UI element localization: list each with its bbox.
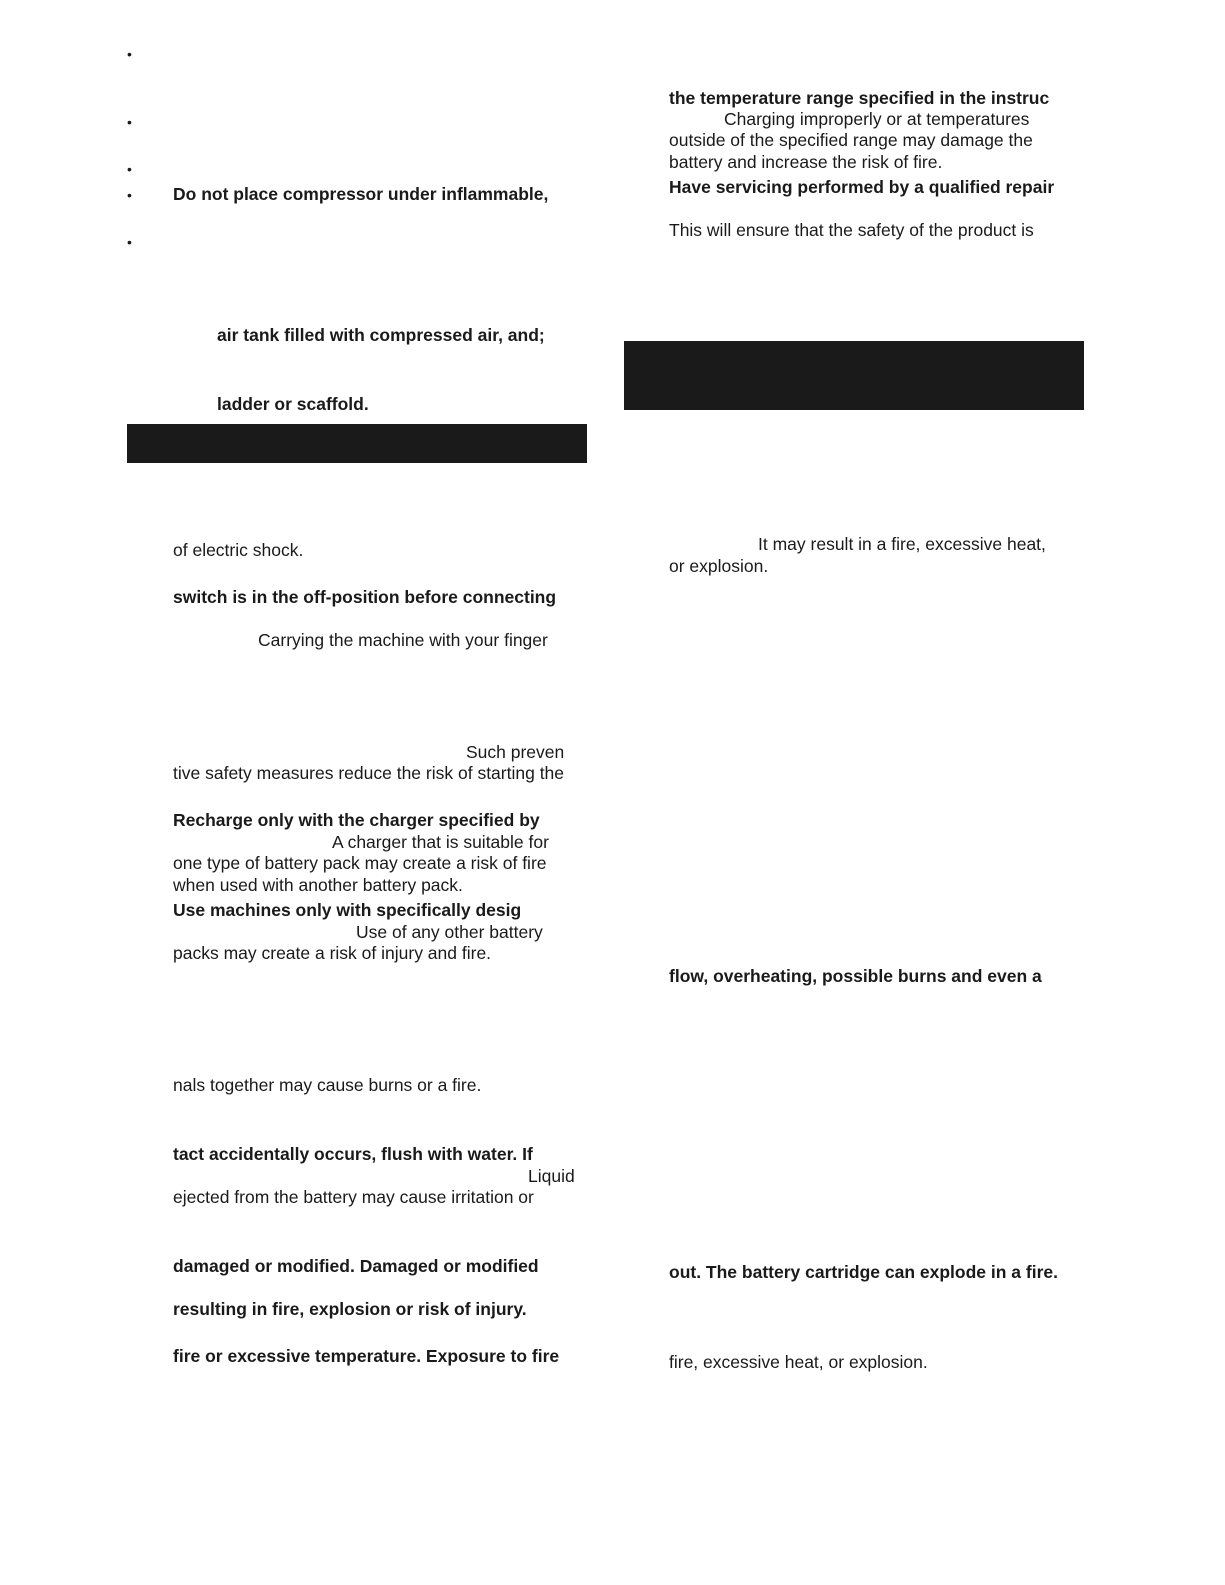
right-line: Have servicing performed by a qualified repair [669, 177, 1055, 197]
bullet-1: • [127, 46, 132, 62]
left-line: ejected from the battery may cause irritation or [173, 1187, 534, 1207]
section-header-bar-right [624, 341, 1084, 410]
right-line: out. The battery cartridge can explode in a fire. [669, 1262, 1058, 1282]
left-line: fire or excessive temperature. Exposure to fire [173, 1346, 560, 1366]
bullet-5: • [127, 234, 132, 250]
left-line: air tank filled with compressed air, and; [217, 325, 545, 345]
left-line: Recharge only with the charger specified by [173, 810, 540, 830]
left-line: Do not place compressor under inflammable, [173, 184, 549, 204]
bullet-3: • [127, 161, 132, 177]
left-line: when used with another battery pack. [173, 875, 463, 895]
right-line: fire, excessive heat, or explosion. [669, 1352, 928, 1372]
left-line: switch is in the off-position before connecting [173, 587, 557, 607]
bullet-4: • [127, 187, 132, 203]
left-line: one type of battery pack may create a risk of fire [173, 853, 547, 873]
left-line: damaged or modified. Damaged or modified [173, 1256, 539, 1276]
left-line: Use machines only with specifically desig [173, 900, 522, 920]
right-line: the temperature range specified in the instruc [669, 88, 1050, 108]
left-line: of electric shock. [173, 540, 304, 560]
right-line: Charging improperly or at temperatures [724, 109, 1030, 129]
left-line: A charger that is suitable for [332, 832, 549, 852]
left-line: tact accidentally occurs, flush with water. If [173, 1144, 533, 1164]
right-line: battery and increase the risk of fire. [669, 152, 943, 172]
left-line: Use of any other battery [356, 922, 543, 942]
section-header-bar-left [127, 424, 587, 463]
right-line: This will ensure that the safety of the product is [669, 220, 1034, 240]
left-line: Such preven [466, 742, 565, 762]
right-line: It may result in a fire, excessive heat, [758, 534, 1046, 554]
left-line: tive safety measures reduce the risk of starting the [173, 763, 565, 783]
right-line: or explosion. [669, 556, 769, 576]
right-line: outside of the specified range may damage the [669, 130, 1033, 150]
left-line: nals together may cause burns or a fire. [173, 1075, 482, 1095]
left-line: resulting in fire, explosion or risk of injury. [173, 1299, 527, 1319]
left-line: Carrying the machine with your finger [258, 630, 548, 650]
bullet-2: • [127, 114, 132, 130]
left-line: Liquid [528, 1166, 575, 1186]
right-line: flow, overheating, possible burns and even a [669, 966, 1042, 986]
left-line: ladder or scaffold. [217, 394, 369, 414]
left-line: packs may create a risk of injury and fire. [173, 943, 492, 963]
